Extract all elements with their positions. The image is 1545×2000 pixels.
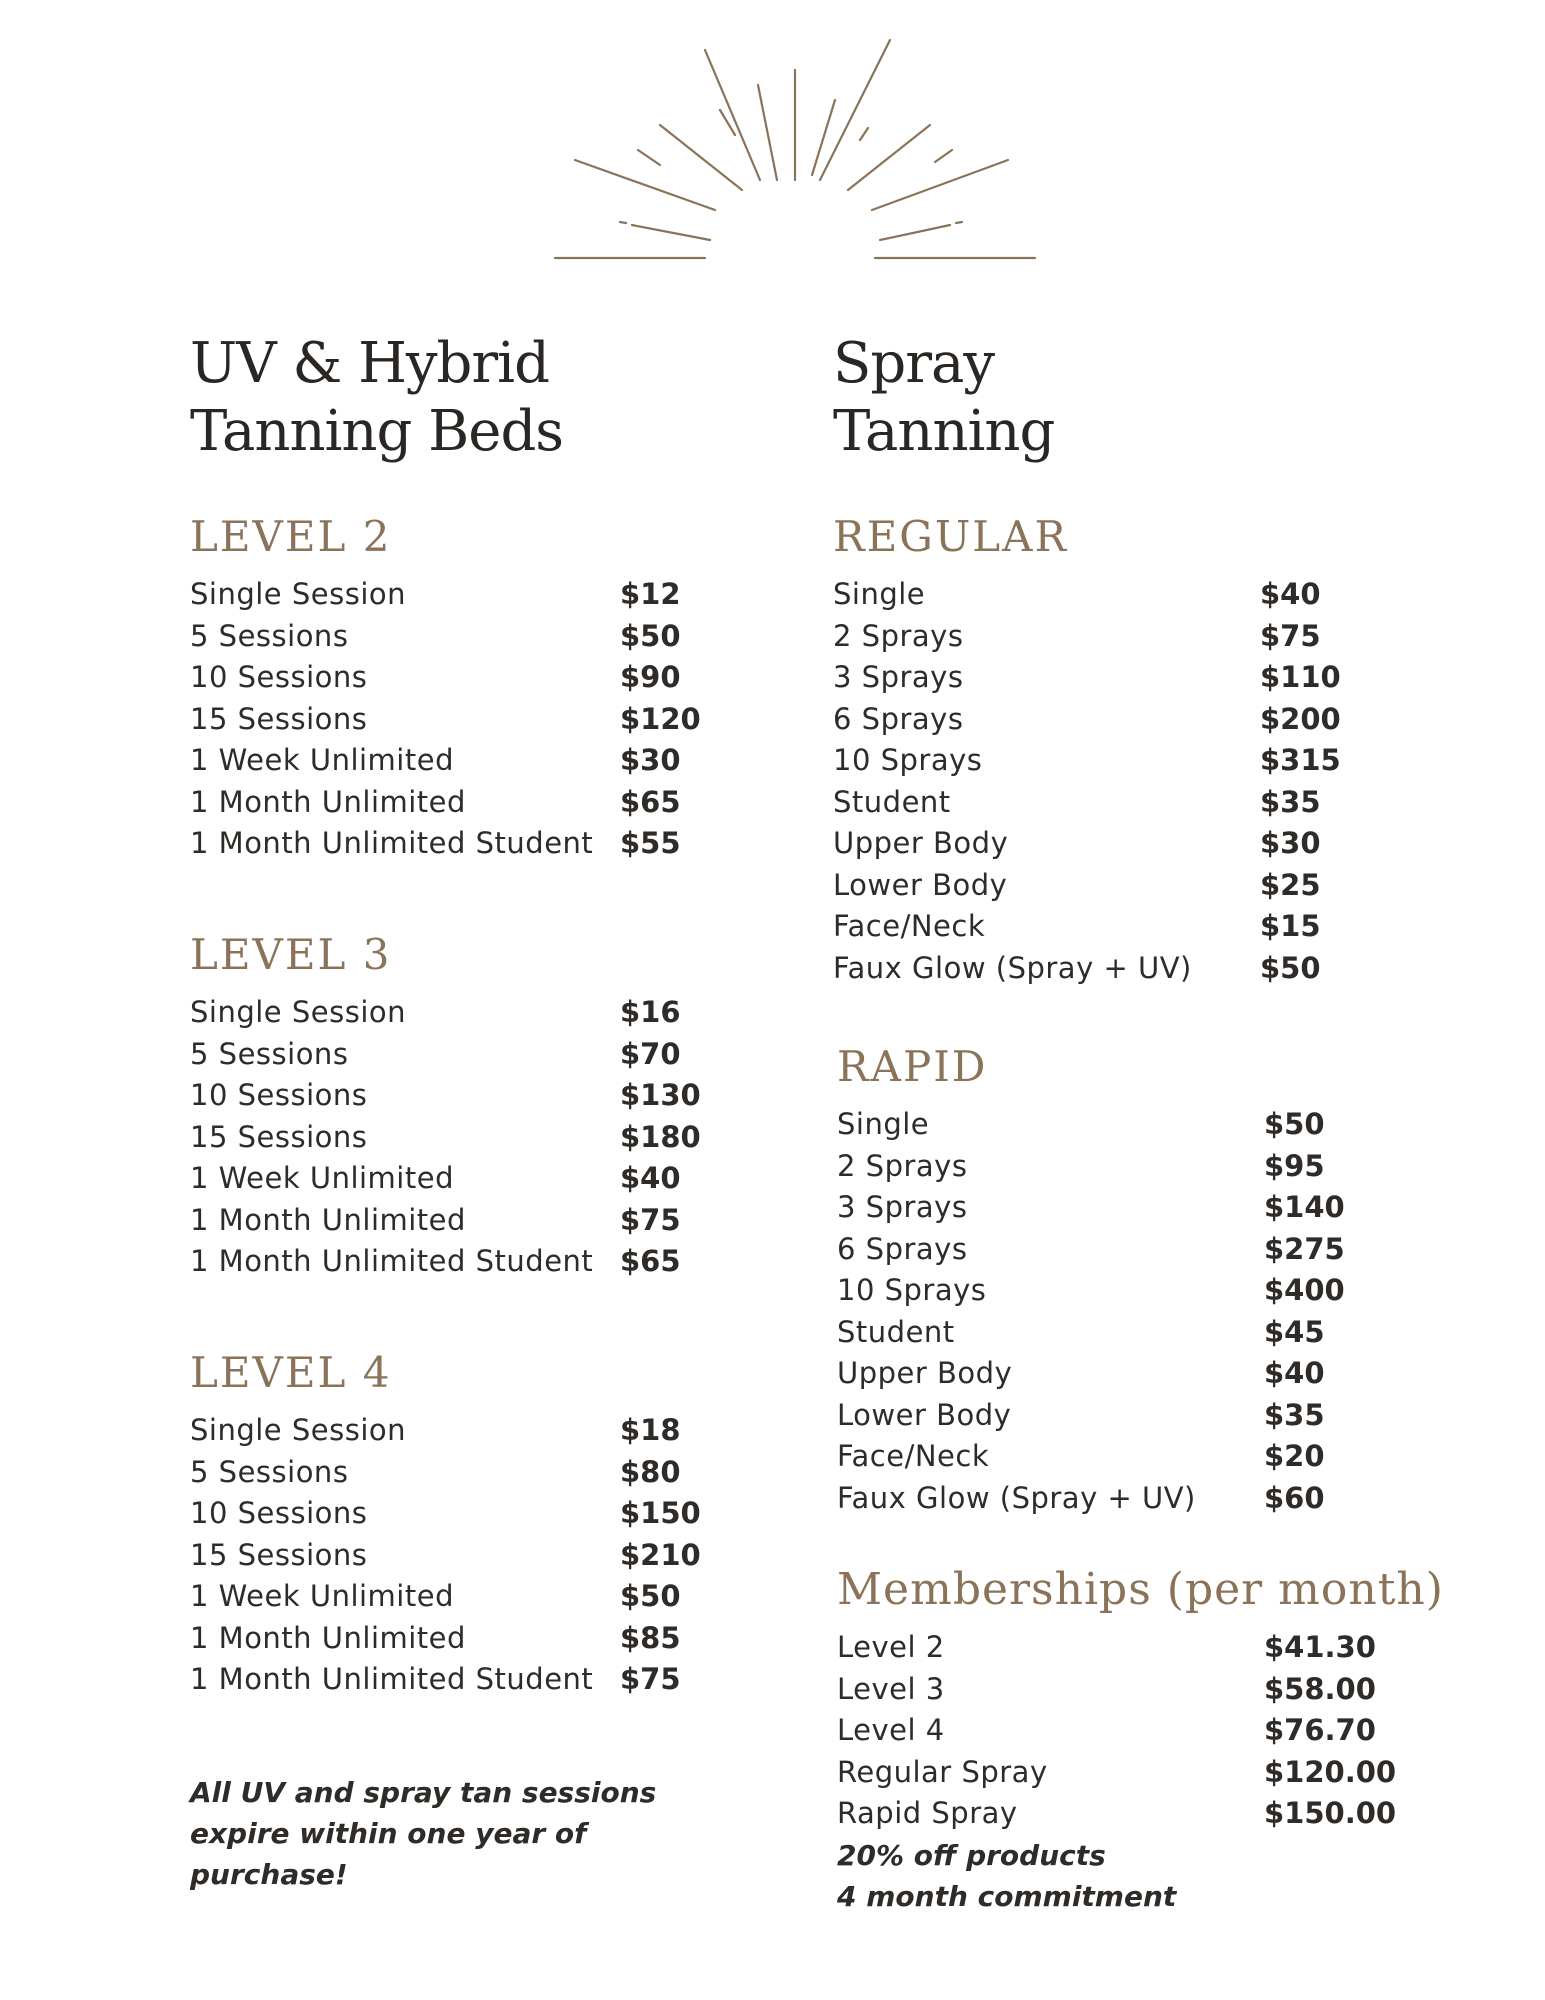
price-row [837, 1710, 1444, 1752]
item-label: Face/Neck [833, 909, 986, 943]
price-row [833, 948, 1321, 990]
price-row [190, 1452, 681, 1494]
price-row [833, 616, 1321, 658]
expiry-footnote: All UV and spray tan sessions expire within one year of purchase! [190, 1776, 657, 1891]
price-row [190, 616, 681, 658]
price-row [837, 1793, 1444, 1835]
spray-tanning-title-line1: Spray [833, 331, 995, 396]
price-row [833, 699, 1341, 741]
price-row [190, 1034, 681, 1076]
item-label: 1 Month Unlimited [190, 1620, 466, 1655]
item-price: $110 [1260, 660, 1341, 694]
item-label: 15 Sessions [190, 1537, 368, 1572]
item-label: 6 Sprays [837, 1231, 968, 1266]
price-row [190, 574, 681, 616]
item-price: $65 [620, 1244, 681, 1278]
price-row [190, 699, 701, 741]
item-price: $150 [620, 1496, 701, 1530]
item-price: $50 [620, 618, 681, 653]
regular-section [833, 512, 1341, 989]
item-price: $40 [1264, 1356, 1325, 1390]
item-price: $120 [620, 701, 701, 736]
uv-hybrid-title-line1: UV & Hybrid [190, 331, 549, 396]
item-label: Faux Glow (Spray + UV) [833, 950, 1192, 985]
uv-hybrid-title-line2: Tanning Beds [190, 399, 564, 464]
item-label: Single Session [190, 577, 407, 611]
price-row [833, 574, 1321, 616]
price-row [837, 1752, 1444, 1794]
item-price: $55 [620, 826, 681, 860]
item-label: 3 Sprays [837, 1190, 968, 1224]
item-label: 10 Sessions [190, 1496, 368, 1530]
item-label: 1 Week Unlimited [190, 743, 454, 777]
item-price: $25 [1260, 867, 1321, 902]
spray-tanning-title-line2: Tanning [833, 399, 1055, 464]
item-label: 1 Month Unlimited [190, 784, 466, 819]
rapid-section [837, 1042, 1345, 1519]
price-row [837, 1229, 1345, 1271]
item-label: Single Session [190, 1413, 407, 1447]
price-row [190, 1535, 701, 1577]
item-label: 6 Sprays [833, 701, 964, 736]
item-price: $50 [1260, 950, 1321, 985]
price-row [190, 1200, 681, 1242]
price-row [833, 906, 1321, 948]
price-row [837, 1669, 1444, 1711]
membership-note: 20% off products [837, 1838, 1106, 1872]
item-label: Lower Body [837, 1397, 1012, 1432]
price-row [833, 865, 1321, 907]
price-row [837, 1187, 1345, 1229]
price-row [190, 782, 681, 824]
item-label: Faux Glow (Spray + UV) [837, 1480, 1196, 1515]
rapid-heading: RAPID [837, 1042, 988, 1091]
price-row [190, 1117, 701, 1159]
item-label: 1 Month Unlimited [190, 1202, 466, 1237]
item-price: $41.30 [1264, 1630, 1376, 1664]
level-2-section [190, 512, 701, 865]
price-row [837, 1146, 1325, 1188]
item-label: Lower Body [833, 867, 1008, 902]
item-label: Single [833, 577, 926, 611]
item-price: $20 [1264, 1439, 1325, 1473]
item-label: 5 Sessions [190, 1036, 349, 1071]
item-price: $140 [1264, 1190, 1345, 1224]
price-row [190, 657, 681, 699]
price-row [190, 1576, 681, 1618]
item-price: $18 [620, 1413, 681, 1447]
price-row [190, 1618, 681, 1660]
sunburst-icon [520, 30, 1040, 270]
item-price: $75 [1260, 618, 1321, 653]
membership-note: 4 month commitment [837, 1880, 1177, 1913]
item-price: $275 [1264, 1231, 1345, 1266]
item-price: $16 [620, 995, 681, 1029]
item-label: 10 Sprays [833, 743, 983, 777]
item-label: Rapid Spray [837, 1796, 1018, 1830]
item-label: 5 Sessions [190, 1454, 349, 1489]
item-label: 1 Week Unlimited [190, 1579, 454, 1613]
uv-hybrid-title [190, 330, 563, 466]
item-price: $15 [1260, 909, 1321, 943]
memberships-section [837, 1565, 1444, 1918]
item-price: $200 [1260, 701, 1341, 736]
level-4-section [190, 1348, 701, 1701]
price-row [190, 1493, 701, 1535]
item-price: $65 [620, 784, 681, 819]
price-row [837, 1353, 1325, 1395]
item-price: $60 [1264, 1480, 1325, 1515]
item-price: $130 [620, 1078, 701, 1112]
item-label: Single [837, 1107, 930, 1141]
price-row [837, 1395, 1325, 1437]
item-price: $75 [620, 1662, 681, 1696]
price-row [190, 740, 681, 782]
price-row [833, 657, 1341, 699]
item-label: 5 Sessions [190, 618, 349, 653]
price-row [837, 1270, 1345, 1312]
item-label: Single Session [190, 995, 407, 1029]
item-label: 1 Month Unlimited Student [190, 1662, 594, 1696]
item-label: Level 2 [837, 1630, 945, 1664]
item-price: $75 [620, 1202, 681, 1237]
item-price: $40 [620, 1161, 681, 1195]
item-label: Student [837, 1314, 955, 1349]
price-row [833, 740, 1341, 782]
price-row [837, 1478, 1325, 1520]
item-label: 1 Month Unlimited Student [190, 826, 594, 860]
item-price: $12 [620, 577, 681, 611]
item-price: $76.70 [1264, 1713, 1376, 1747]
price-row [190, 992, 681, 1034]
price-row [190, 1075, 701, 1117]
item-label: Student [833, 784, 951, 819]
item-label: Upper Body [837, 1356, 1013, 1390]
memberships-heading: Memberships (per month) [837, 1564, 1444, 1615]
item-price: $30 [1260, 826, 1321, 860]
item-label: 1 Month Unlimited Student [190, 1244, 594, 1278]
item-price: $315 [1260, 743, 1341, 777]
price-row [190, 1241, 681, 1283]
item-label: Level 3 [837, 1671, 945, 1706]
item-price: $90 [620, 660, 681, 694]
item-price: $80 [620, 1454, 681, 1489]
item-label: 15 Sessions [190, 701, 368, 736]
level-2-heading: LEVEL 2 [190, 512, 392, 561]
item-price: $40 [1260, 577, 1321, 611]
item-label: 15 Sessions [190, 1119, 368, 1154]
item-label: Regular Spray [837, 1754, 1048, 1789]
item-price: $50 [620, 1579, 681, 1613]
item-label: 1 Week Unlimited [190, 1161, 454, 1195]
price-row [190, 1158, 681, 1200]
item-price: $35 [1264, 1397, 1325, 1432]
item-label: 10 Sprays [837, 1273, 987, 1307]
item-price: $400 [1264, 1273, 1345, 1307]
item-label: Upper Body [833, 826, 1009, 860]
item-price: $35 [1260, 784, 1321, 819]
price-row [833, 782, 1321, 824]
item-label: Face/Neck [837, 1439, 990, 1473]
item-price: $180 [620, 1119, 701, 1154]
price-row [190, 1410, 681, 1452]
price-row [833, 823, 1321, 865]
item-price: $85 [620, 1620, 681, 1655]
level-3-section [190, 930, 701, 1283]
item-label: 10 Sessions [190, 660, 368, 694]
item-price: $150.00 [1264, 1796, 1397, 1830]
price-row [837, 1312, 1325, 1354]
item-price: $95 [1264, 1148, 1325, 1183]
item-price: $50 [1264, 1107, 1325, 1141]
item-label: 10 Sessions [190, 1078, 368, 1112]
item-price: $30 [620, 743, 681, 777]
item-price: $58.00 [1264, 1671, 1376, 1706]
item-label: Level 4 [837, 1713, 945, 1747]
item-label: 2 Sprays [833, 618, 964, 653]
price-row [837, 1436, 1325, 1478]
item-price: $70 [620, 1036, 681, 1071]
item-label: 3 Sprays [833, 660, 964, 694]
item-price: $210 [620, 1537, 701, 1572]
price-row [190, 823, 681, 865]
price-row [837, 1627, 1444, 1669]
price-row [837, 1104, 1325, 1146]
item-price: $120.00 [1264, 1754, 1397, 1789]
regular-heading: REGULAR [833, 512, 1069, 561]
item-label: 2 Sprays [837, 1148, 968, 1183]
spray-tanning-title [833, 330, 1054, 466]
item-price: $45 [1264, 1314, 1325, 1349]
price-row [190, 1659, 681, 1701]
level-4-heading: LEVEL 4 [190, 1348, 392, 1397]
level-3-heading: LEVEL 3 [190, 930, 392, 979]
